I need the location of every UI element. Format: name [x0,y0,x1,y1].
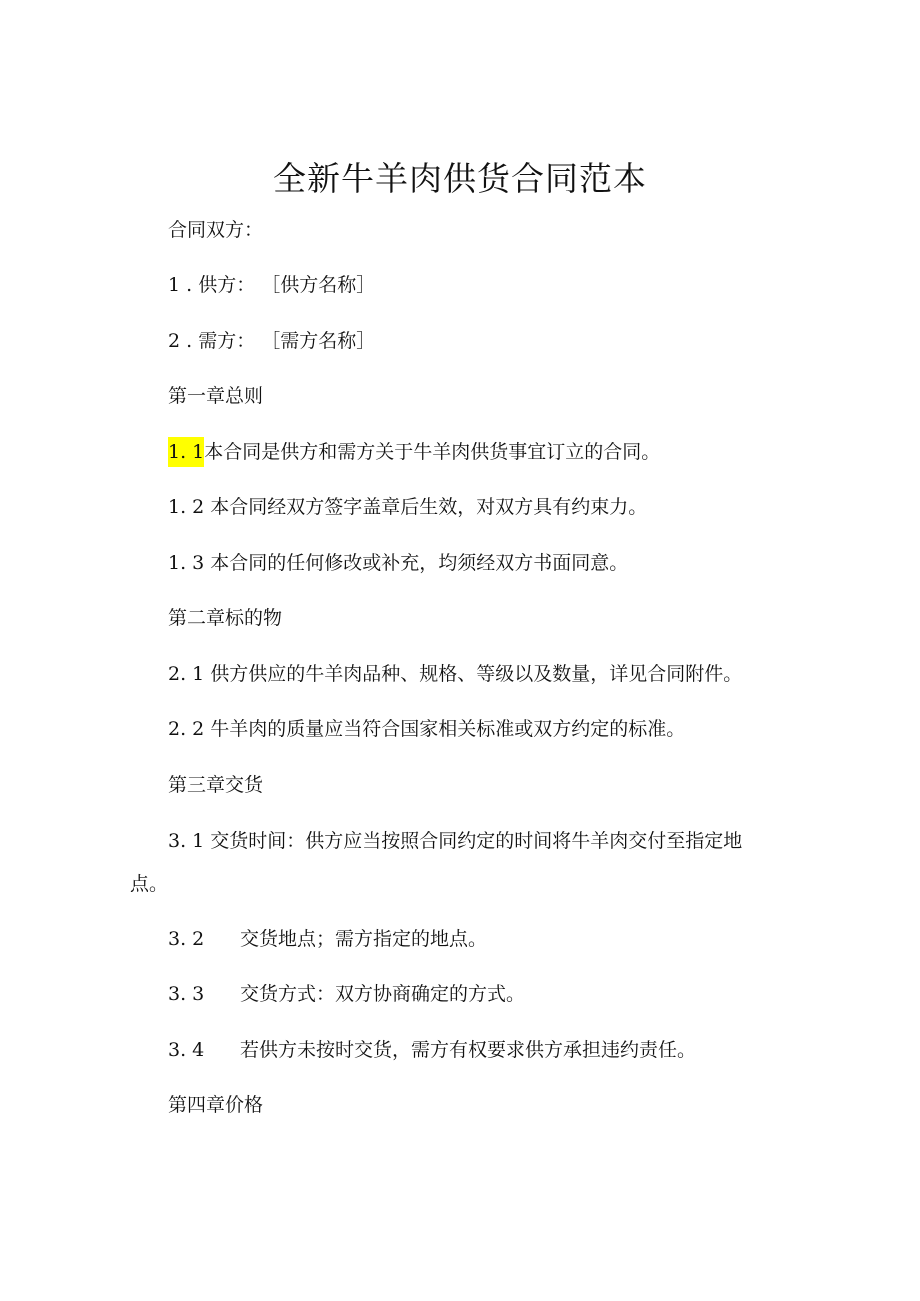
chapter2-item1: 2. 1 供方供应的牛羊肉品种、规格、等级以及数量，详见合同附件。 [168,663,743,685]
chapter3-item3-text: 交货方式：双方协商确定的方式。 [240,983,526,1005]
chapter1-heading: 第一章总则 [168,385,264,407]
chapter3-item1-line2: 点。 [130,873,169,895]
chapter3-item1-line1: 3. 1 交货时间：供方应当按照合同约定的时间将牛羊肉交付至指定地 [168,830,743,852]
parties-heading: 合同双方： [168,219,264,241]
chapter1-item2: 1. 2 本合同经双方签字盖章后生效，对双方具有约束力。 [168,496,648,518]
chapter3-item4-text: 若供方未按时交货，需方有权要求供方承担违约责任。 [240,1039,697,1061]
chapter3-item4 [168,1036,696,1064]
chapter3-item3-number: 3. 3 [168,983,205,1005]
chapter1-item1 [168,438,660,466]
chapter3-heading: 第三章交货 [168,774,264,796]
chapter1-item3: 1. 3 本合同的任何修改或补充，均须经双方书面同意。 [168,552,629,574]
chapter4-heading: 第四章价格 [168,1094,264,1116]
chapter3-item2 [168,925,487,953]
chapter3-item2-number: 3. 2 [168,928,205,950]
document-title: 全新牛羊肉供货合同范本 [273,159,647,198]
chapter3-item3 [168,980,525,1008]
highlighted-number: 1. 1 [168,437,204,467]
buyer-line: 2 . 需方： ［需方名称］ [168,330,376,352]
chapter2-item2: 2. 2 牛羊肉的质量应当符合国家相关标准或双方约定的标准。 [168,718,686,740]
supplier-line: 1 . 供方： ［供方名称］ [168,274,376,296]
chapter3-item4-number: 3. 4 [168,1039,205,1061]
chapter3-item2-text: 交货地点；需方指定的地点。 [240,928,488,950]
chapter1-item1-text: 本合同是供方和需方关于牛羊肉供货事宜订立的合同。 [204,441,661,463]
chapter2-heading: 第二章标的物 [168,607,283,629]
